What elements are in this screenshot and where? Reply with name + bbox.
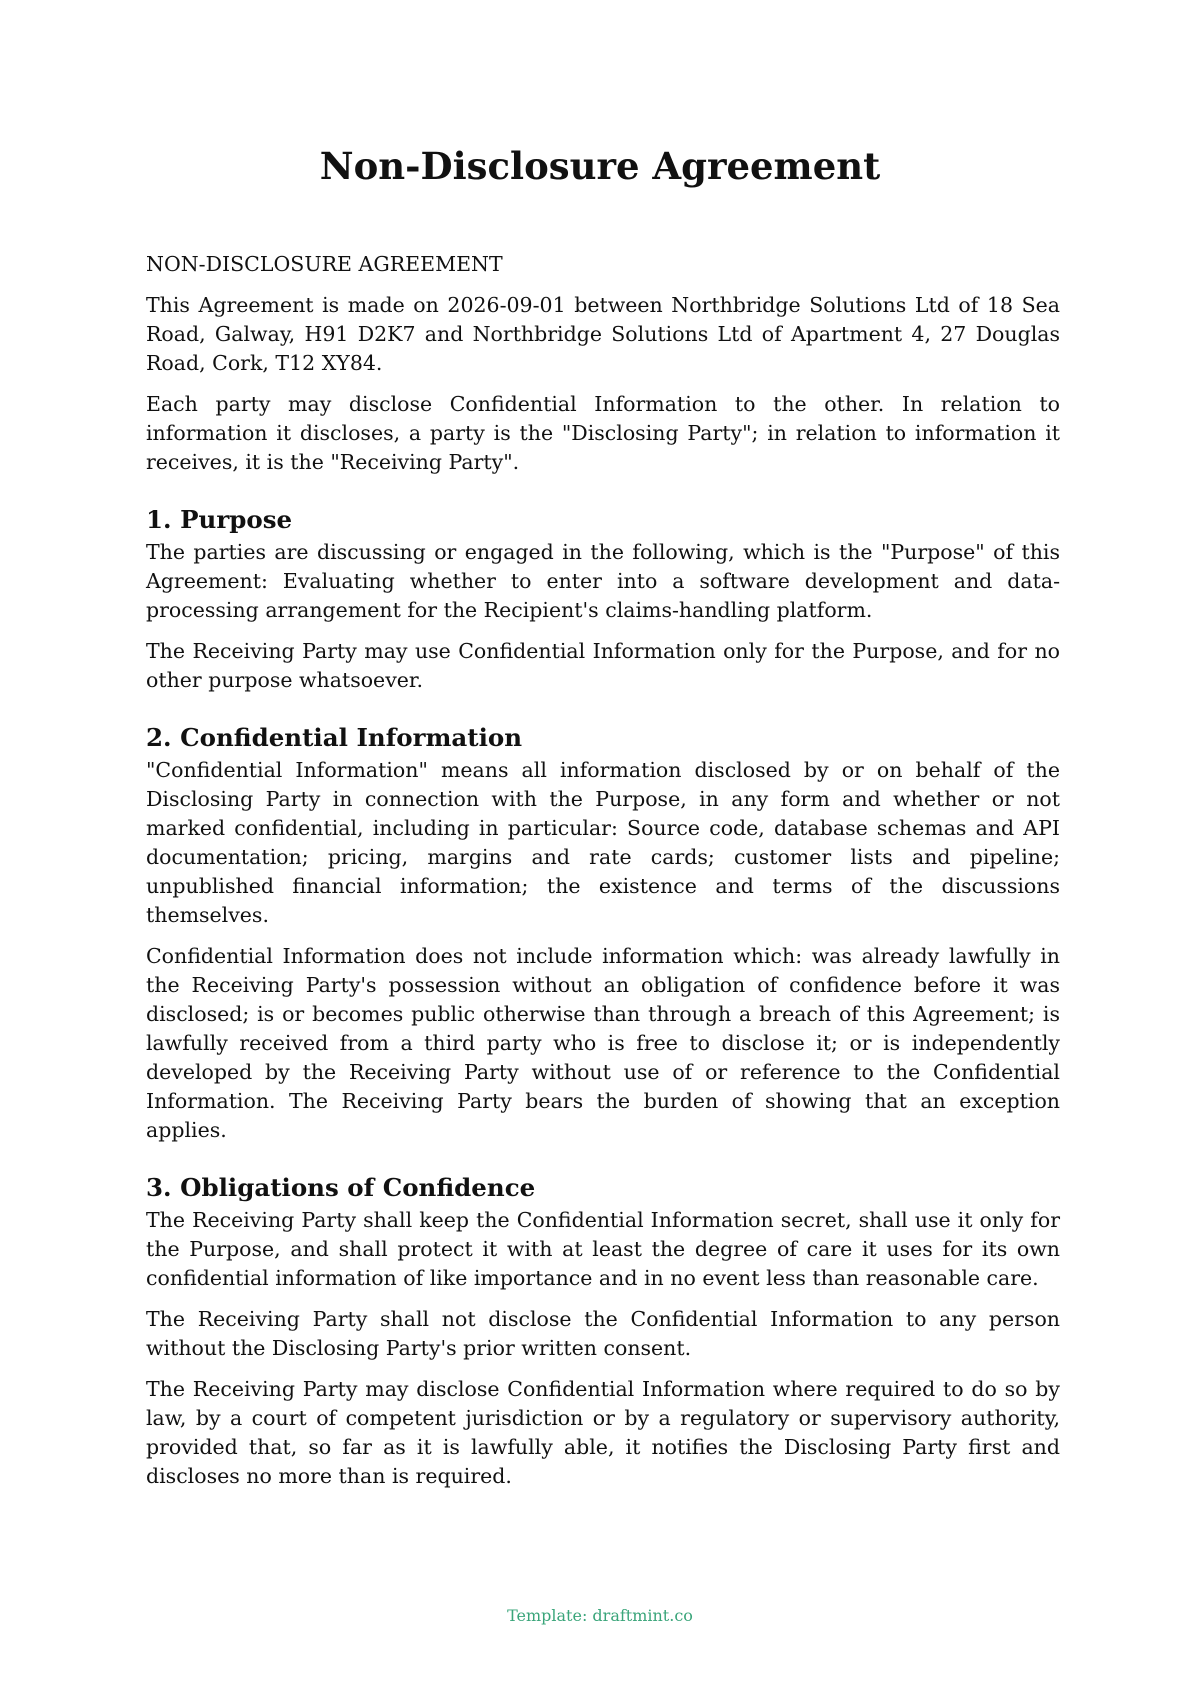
section-paragraph: Confidential Information does not include information which: was already lawfully in the Receiving Party's possession without an obligation of confidence before it was disclosed; is or becomes public otherwise than through a breach of this Agreement; is lawfully received from a third party who is free to disclose it; or is independently developed by the Receiving Party without use of or reference to the Confidential Information. The Receiving Party bears the burden of showing that an exception applies.	[146, 944, 1060, 1142]
intro-parties-paragraph: This Agreement is made on 2026-09-01 between Northbridge Solutions Ltd of 18 Sea Road, Galway, H91 D2K7 and Northbridge Solutions Ltd of Apartment 4, 27 Douglas Road, Cork, T12 XY84.	[146, 293, 1060, 375]
section-paragraph: The Receiving Party shall keep the Confidential Information secret, shall use it only for the Purpose, and shall protect it with at least the degree of care it uses for its own confidential information of like importance and in no event less than reasonable care.	[146, 1208, 1060, 1290]
section-heading-confidential-information: 2. Confidential Information	[146, 723, 523, 752]
document-body	[146, 250, 1060, 1503]
section-heading-obligations-of-confidence: 3. Obligations of Confidence	[146, 1173, 536, 1202]
section-heading-purpose: 1. Purpose	[146, 505, 293, 534]
section-paragraph: The Receiving Party shall not disclose the Confidential Information to any person without the Disclosing Party's prior written consent.	[146, 1307, 1060, 1360]
document-title: Non-Disclosure Agreement	[319, 144, 881, 188]
agreement-heading-line: NON-DISCLOSURE AGREEMENT	[146, 252, 503, 276]
section-paragraph: "Confidential Information" means all information disclosed by or on behalf of the Disclosing Party in connection with the Purpose, in any form and whether or not marked confidential, including in particular: Source code, database schemas and API documentation; pricing, margins and rate cards; customer lists and pipeline; unpublished financial information; the existence and terms of the discussions themselves.	[146, 758, 1060, 927]
section-paragraph: The Receiving Party may disclose Confidential Information where required to do so by law, by a court of competent jurisdiction or by a regulatory or supervisory authority, provided that, so far as it is lawfully able, it notifies the Disclosing Party first and discloses no more than is required.	[146, 1377, 1060, 1488]
section-paragraph: The Receiving Party may use Confidential Information only for the Purpose, and for no other purpose whatsoever.	[146, 639, 1060, 692]
section-paragraph: The parties are discussing or engaged in the following, which is the "Purpose" of this Agreement: Evaluating whether to enter into a software development and data-processing arrangement for the Recipient's claims-handling platform.	[146, 540, 1060, 622]
template-footer: Template: draftmint.co	[507, 1606, 693, 1625]
intro-definitions-paragraph: Each party may disclose Confidential Information to the other. In relation to information it discloses, a party is the "Disclosing Party"; in relation to information it receives, it is the "Receiving Party".	[146, 392, 1060, 474]
